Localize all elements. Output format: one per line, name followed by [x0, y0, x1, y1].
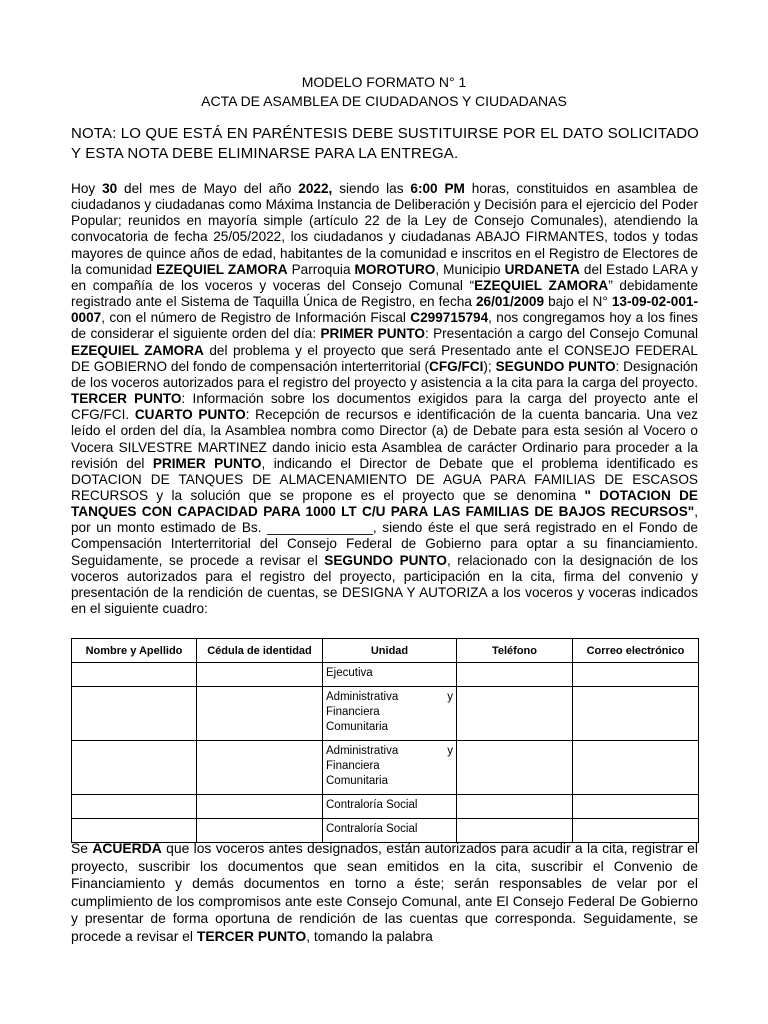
- unidad-text: Administrativa: [326, 745, 399, 757]
- nombre-cell[interactable]: [72, 663, 197, 687]
- telefono-cell[interactable]: [457, 687, 573, 741]
- unidad-text: Contraloría Social: [326, 823, 418, 835]
- text-run: : Presentación a cargo del Consejo Comunal: [424, 326, 699, 342]
- unidad-line: [326, 822, 453, 837]
- unidad-text: Ejecutiva: [326, 667, 373, 679]
- unidad-text: Financiera: [326, 706, 380, 718]
- unidad-text: Contraloría Social: [326, 799, 418, 811]
- document-title-line2: ACTA DE ASAMBLEA DE CIUDADANOS Y CIUDADANAS: [201, 93, 567, 109]
- cedula-cell[interactable]: [197, 795, 323, 819]
- unidad-line: [326, 744, 453, 759]
- correo-cell[interactable]: [573, 663, 699, 687]
- unidad-line: [326, 690, 453, 705]
- nombre-cell[interactable]: [72, 687, 197, 741]
- voceros-table: [71, 638, 699, 843]
- text-run: siendo las: [332, 181, 411, 196]
- bold-text-run: 6:00 PM: [410, 181, 465, 196]
- cedula-cell[interactable]: [197, 663, 323, 687]
- table-row: [72, 795, 699, 819]
- table-row: [72, 663, 699, 687]
- unidad-conjunction: y: [447, 691, 453, 703]
- column-header-correo: Correo electrónico: [573, 639, 699, 663]
- acta-paragraph-2: [71, 840, 698, 946]
- bold-text-run: C299715794: [410, 310, 489, 326]
- text-run: del problema y el proyecto que será Presentado ante el CONSEJO FEDERAL DE GOBIERNO del fondo de compensación interterritorial (: [71, 342, 698, 374]
- unidad-line: [326, 759, 453, 774]
- table-row: [72, 819, 699, 843]
- unidad-line: [326, 774, 453, 789]
- correo-cell[interactable]: [573, 741, 699, 795]
- text-run: Se: [71, 840, 93, 856]
- bold-text-run: EZEQUIEL ZAMORA: [156, 261, 288, 277]
- text-run: del Estado LARA y en compañía de los voceros y voceras del Consejo Comunal “: [71, 261, 698, 293]
- unidad-text: Comunitaria: [326, 721, 388, 733]
- text-run: Hoy: [71, 181, 103, 196]
- correo-cell[interactable]: [573, 687, 699, 741]
- telefono-cell[interactable]: [457, 663, 573, 687]
- correo-cell[interactable]: [573, 795, 699, 819]
- nombre-cell[interactable]: [72, 795, 197, 819]
- text-run: : Información sobre los documentos exigidos para la carga del proyecto ante el CFG/FCI.: [71, 391, 698, 423]
- column-header-nombre: Nombre y Apellido: [72, 639, 197, 663]
- correo-cell[interactable]: [573, 819, 699, 843]
- unidad-line: [326, 798, 453, 813]
- text-run: bajo el N°: [544, 294, 612, 310]
- table-row: [72, 741, 699, 795]
- bold-text-run: 30: [102, 181, 118, 196]
- bold-text-run: EZEQUIEL ZAMORA: [474, 277, 609, 293]
- text-run: : Recepción de recursos e identificación de la cuenta bancaria. Una vez leído el orden del día, la Asamblea nombra como Director (a) de Debate para esta sesión al Vocero o Vocera SILVESTRE MARTINEZ dando inicio esta Asamblea de carácter Ordinario para proceder a la revisión del: [71, 407, 698, 471]
- bold-text-run: PRIMER PUNTO: [152, 455, 262, 471]
- bold-text-run: TERCER PUNTO: [196, 927, 307, 944]
- cedula-cell[interactable]: [197, 741, 323, 795]
- text-run: , relacionado con la designación de los voceros autorizados para el registro del proyecto, participación en la cita, firma del convenio y presentación de la rendición de cuentas, se DESIGNA Y AUTORIZA a los voceros y voceras indicados en el siguiente cuadro:: [71, 552, 698, 617]
- column-header-unidad: Unidad: [323, 639, 457, 663]
- unidad-text: Comunitaria: [326, 775, 388, 787]
- column-header-cedula: Cédula de identidad: [197, 639, 323, 663]
- bold-text-run: ACUERDA: [92, 840, 162, 856]
- bold-text-run: MOROTURO: [354, 261, 436, 277]
- cedula-cell[interactable]: [197, 687, 323, 741]
- telefono-cell[interactable]: [457, 741, 573, 795]
- document-title-line1: MODELO FORMATO N° 1: [301, 74, 467, 90]
- bold-text-run: " DOTACION DE TANQUES CON CAPACIDAD PARA 1000 LT C/U PARA LAS FAMILIAS DE BAJOS RECURSOS": [71, 487, 699, 520]
- text-run: del mes de Mayo del año: [117, 181, 299, 196]
- text-run: , nos congregamos hoy a los fines de considerar el siguiente orden del día:: [71, 310, 698, 342]
- text-run: , tomando la palabra: [306, 927, 433, 944]
- cedula-cell[interactable]: [197, 819, 323, 843]
- text-run: que los voceros antes designados, están autorizados para acudir a la cita, registrar el proyecto, suscribir los documentos que sean emitidos en la cita, suscribir el Convenio de Financiamiento y demás documentos en torno a éste; serán responsables de velar por el cumplimiento de los compromisos ante este Consejo Comunal, ante El Consejo Federal De Gobierno y presentar de forma oportuna de rendición de las cuentas que corresponda. Seguidamente, se procede a revisar el: [71, 840, 698, 944]
- unidad-line: [326, 666, 453, 681]
- unidad-line: [326, 720, 453, 735]
- unidad-cell: [323, 819, 457, 843]
- unidad-text: Financiera: [326, 760, 380, 772]
- telefono-cell[interactable]: [457, 795, 573, 819]
- text-run: , Municipio: [435, 261, 505, 277]
- bold-text-run: PRIMER PUNTO: [320, 326, 425, 342]
- text-run: Parroquia: [287, 261, 355, 277]
- bold-text-run: CUARTO PUNTO: [134, 407, 246, 423]
- text-run: , por un monto estimado de Bs. ______________, siendo éste el que será registrado en el Fondo de Compensación Interterritorial del Consejo Federal de Gobierno para optar a su financiamiento. Seguidamente, se procede a revisar el: [71, 504, 698, 568]
- text-run: horas, constituidos en asamblea de ciudadanos y ciudadanas como Máxima Instancia de Deliberación y Decisión para el ejercicio del Poder Popular; reunidos en mayoría simple (artículo 22 de la Ley de Consejo Comunales), atendiendo la convocatoria de fecha 25/05/2022, los ciudadanos y ciudadanas ABAJO FIRMANTES, todos y todas mayores de quince años de edad, habitantes de la comunidad e inscritos en el Registro de Electores de la comunidad: [71, 181, 699, 277]
- table-row: [72, 687, 699, 741]
- unidad-cell: [323, 663, 457, 687]
- text-run: , con el número de Registro de Información Fiscal: [101, 310, 411, 326]
- unidad-cell: [323, 795, 457, 819]
- nombre-cell[interactable]: [72, 741, 197, 795]
- bold-text-run: TERCER PUNTO: [71, 391, 182, 407]
- text-run: , indicando el Director de Debate que el problema identificado es DOTACION DE TANQUES DE ALMACENAMIENTO DE AGUA PARA FAMILIAS DE ESCASOS RECURSOS y la solución que se propone es el proyecto que se denomina: [71, 455, 698, 503]
- text-run: );: [483, 358, 496, 374]
- bold-text-run: 13-09-02-001-0007: [71, 294, 698, 326]
- bold-text-run: SEGUNDO PUNTO: [324, 552, 447, 568]
- unidad-line: [326, 705, 453, 720]
- unidad-text: Administrativa: [326, 691, 399, 703]
- bold-text-run: EZEQUIEL ZAMORA: [71, 342, 204, 358]
- unidad-conjunction: y: [447, 745, 453, 757]
- text-run: ” debidamente registrado ante el Sistema de Taquilla Única de Registro, en fecha: [71, 277, 699, 310]
- unidad-cell: [323, 741, 457, 795]
- bold-text-run: 2022,: [298, 181, 333, 196]
- table-header-row: [72, 639, 699, 663]
- instruction-note: NOTA: LO QUE ESTÁ EN PARÉNTESIS DEBE SUSTITUIRSE POR EL DATO SOLICITADO Y ESTA NOTA DEBE ELIMINARSE PARA LA ENTREGA.: [71, 125, 699, 162]
- unidad-cell: [323, 687, 457, 741]
- text-run: : Designación de los voceros autorizados para el registro del proyecto y asistencia a la cita para la carga del proyecto.: [71, 358, 698, 390]
- acta-paragraph-1: [71, 181, 698, 617]
- bold-text-run: URDANETA: [504, 261, 580, 277]
- telefono-cell[interactable]: [457, 819, 573, 843]
- nombre-cell[interactable]: [72, 819, 197, 843]
- bold-text-run: 26/01/2009: [475, 294, 545, 310]
- bold-text-run: SEGUNDO PUNTO: [495, 358, 616, 374]
- column-header-telefono: Teléfono: [457, 639, 573, 663]
- bold-text-run: CFG/FCI: [429, 358, 484, 374]
